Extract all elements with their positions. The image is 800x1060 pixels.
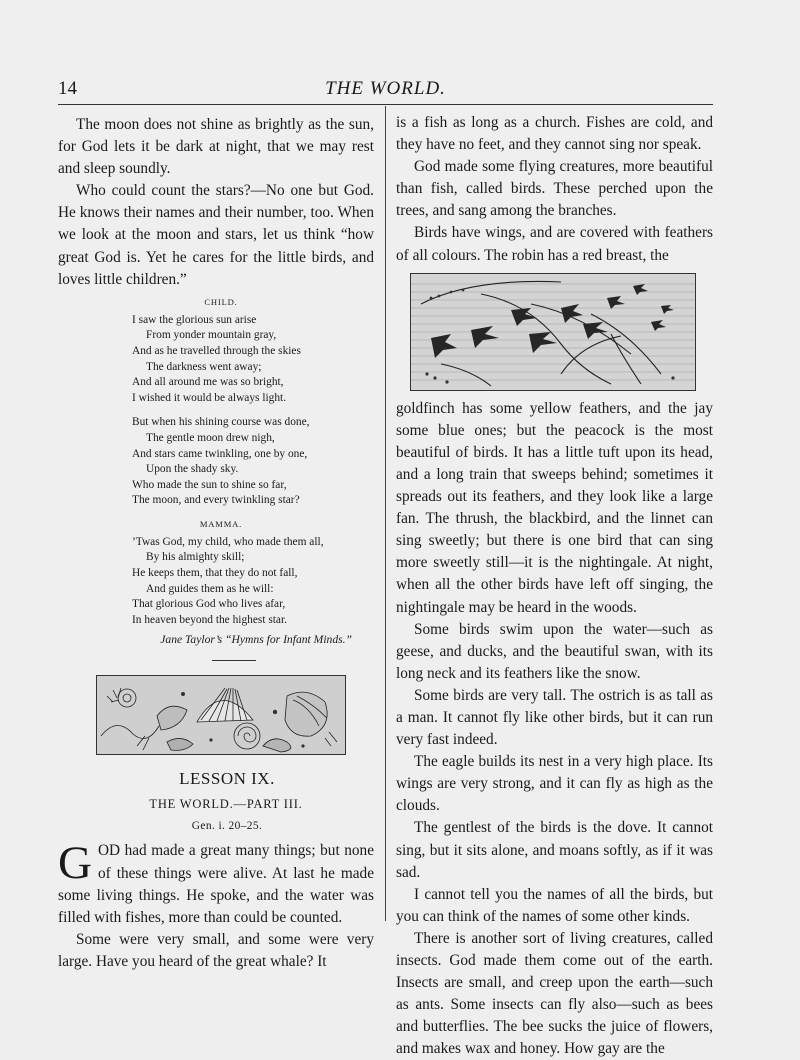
poem-line: Upon the shady sky. bbox=[146, 463, 239, 476]
seashell-engraving bbox=[96, 675, 346, 755]
paragraph: Some birds swim upon the water—such as geese, and ducks, and the beautiful swan, with its long neck and its feathers like the snow. bbox=[396, 620, 713, 682]
poem-line: And as he travelled through the skies bbox=[132, 344, 301, 357]
poem-heading-child: CHILD. bbox=[204, 296, 238, 307]
paragraph: The moon does not shine as brightly as the sun, for God lets it be dark at night, that we may rest and sleep soundly. bbox=[58, 116, 374, 178]
poem-attribution: Jane Taylor’s “Hymns for Infant Minds.” bbox=[160, 633, 352, 647]
poem-line: In heaven beyond the highest star. bbox=[132, 613, 287, 626]
poem-line: ’Twas God, my child, who made them all, bbox=[132, 535, 324, 548]
poem bbox=[132, 535, 374, 629]
poem-line: The moon, and every twinkling star? bbox=[132, 494, 300, 507]
header-rule bbox=[58, 104, 713, 105]
section-divider bbox=[212, 660, 256, 661]
paragraph: Some were very small, and some were very large. Have you heard of the great whale? It bbox=[58, 930, 374, 970]
right-column bbox=[396, 112, 713, 1060]
poem-line: He keeps them, that they do not fall, bbox=[132, 567, 298, 580]
poem-line: I saw the glorious sun arise bbox=[132, 313, 257, 326]
paragraph: Who could count the stars?—No one but God. He knows their names and their number, too. When we look at the moon and stars, let us think “how great God is. Yet he cares for the little birds, and loves little children.” bbox=[58, 182, 374, 288]
paragraph: Birds have wings, and are covered with feathers of all colours. The robin has a red breast, the bbox=[396, 224, 713, 264]
paragraph: is a fish as long as a church. Fishes are cold, and they have no feet, and they cannot sing nor speak. bbox=[396, 114, 713, 154]
paragraph-text: OD had made a great many things; but none of these things were alive. At last he made some living things. He spoke, and the water was filled with fishes, more than could be counted. bbox=[58, 842, 374, 926]
poem-line: Who made the sun to shine so far, bbox=[132, 478, 287, 491]
left-column bbox=[58, 114, 374, 973]
poem-line: And stars came twinkling, one by one, bbox=[132, 447, 308, 460]
poem-line: And guides them as he will: bbox=[146, 582, 274, 595]
paragraph: God made some flying creatures, more beautiful than fish, called birds. These perched upon the trees, and sang among the branches. bbox=[396, 158, 713, 220]
paragraph: The eagle builds its nest in a very high place. Its wings are very strong, and it can fly as high as the clouds. bbox=[396, 753, 713, 815]
birds-flying-engraving bbox=[410, 273, 696, 391]
paragraph: There is another sort of living creatures, called insects. God made them come out of the earth. Insects are small, and creep upon the earth—such as ants. Some insects can fly also—such as bees and butterflies. The bee sucks the juice of flowers, and makes wax and honey. How gay are the bbox=[396, 929, 713, 1058]
lesson-first-paragraph bbox=[58, 837, 374, 928]
lesson-title: LESSON IX. bbox=[179, 769, 275, 789]
poem-line: But when his shining course was done, bbox=[132, 416, 310, 429]
poem-stanza bbox=[132, 313, 374, 407]
paragraph: The gentlest of the birds is the dove. It cannot sing, but it sits alone, and moans softly, as if it was sad. bbox=[396, 819, 713, 881]
poem-line: The gentle moon drew nigh, bbox=[146, 431, 275, 444]
poem-line: That glorious God who lives afar, bbox=[132, 598, 286, 611]
poem-heading-mamma: MAMMA. bbox=[199, 518, 243, 529]
lesson-body bbox=[58, 837, 374, 973]
poem-line: The darkness went away; bbox=[146, 360, 262, 373]
poem-line: From yonder mountain gray, bbox=[146, 329, 277, 342]
paragraph: I cannot tell you the names of all the birds, but you can think of the names of some other kinds. bbox=[396, 885, 713, 925]
scripture-reference: Gen. i. 20–25. bbox=[191, 820, 263, 833]
page-header bbox=[58, 78, 713, 104]
paragraph: Some birds are very tall. The ostrich is as tall as a man. It cannot fly like other birds, but it can run very fast indeed. bbox=[396, 686, 713, 749]
lesson-subtitle: THE WORLD.—PART III. bbox=[149, 797, 303, 812]
drop-cap: G bbox=[58, 837, 92, 890]
poem-stanza bbox=[132, 415, 374, 509]
page-number: 14 bbox=[58, 78, 77, 99]
column-divider bbox=[385, 106, 386, 921]
poem-line: I wished it would be always light. bbox=[132, 391, 287, 404]
poem-line: By his almighty skill; bbox=[146, 551, 245, 564]
paragraph: goldfinch has some yellow feathers, and the jay some blue ones; but the peacock is the most beautiful of birds. It has a little tuft upon its head, and a long train that sweeps behind; sometimes it spreads out its feathers, and they look like a large fan. The thrush, the blackbird, and the linnet can sing sweetly; but there is one bird that can sing more sweetly still—it is the nightingale. At night, when all the other birds have left off singing, the nightingale may be heard in the woods. bbox=[396, 399, 713, 616]
running-title: THE WORLD. bbox=[325, 78, 446, 99]
poem bbox=[132, 313, 374, 509]
poem-line: And all around me was so bright, bbox=[132, 376, 284, 389]
poem-stanza bbox=[132, 535, 374, 629]
